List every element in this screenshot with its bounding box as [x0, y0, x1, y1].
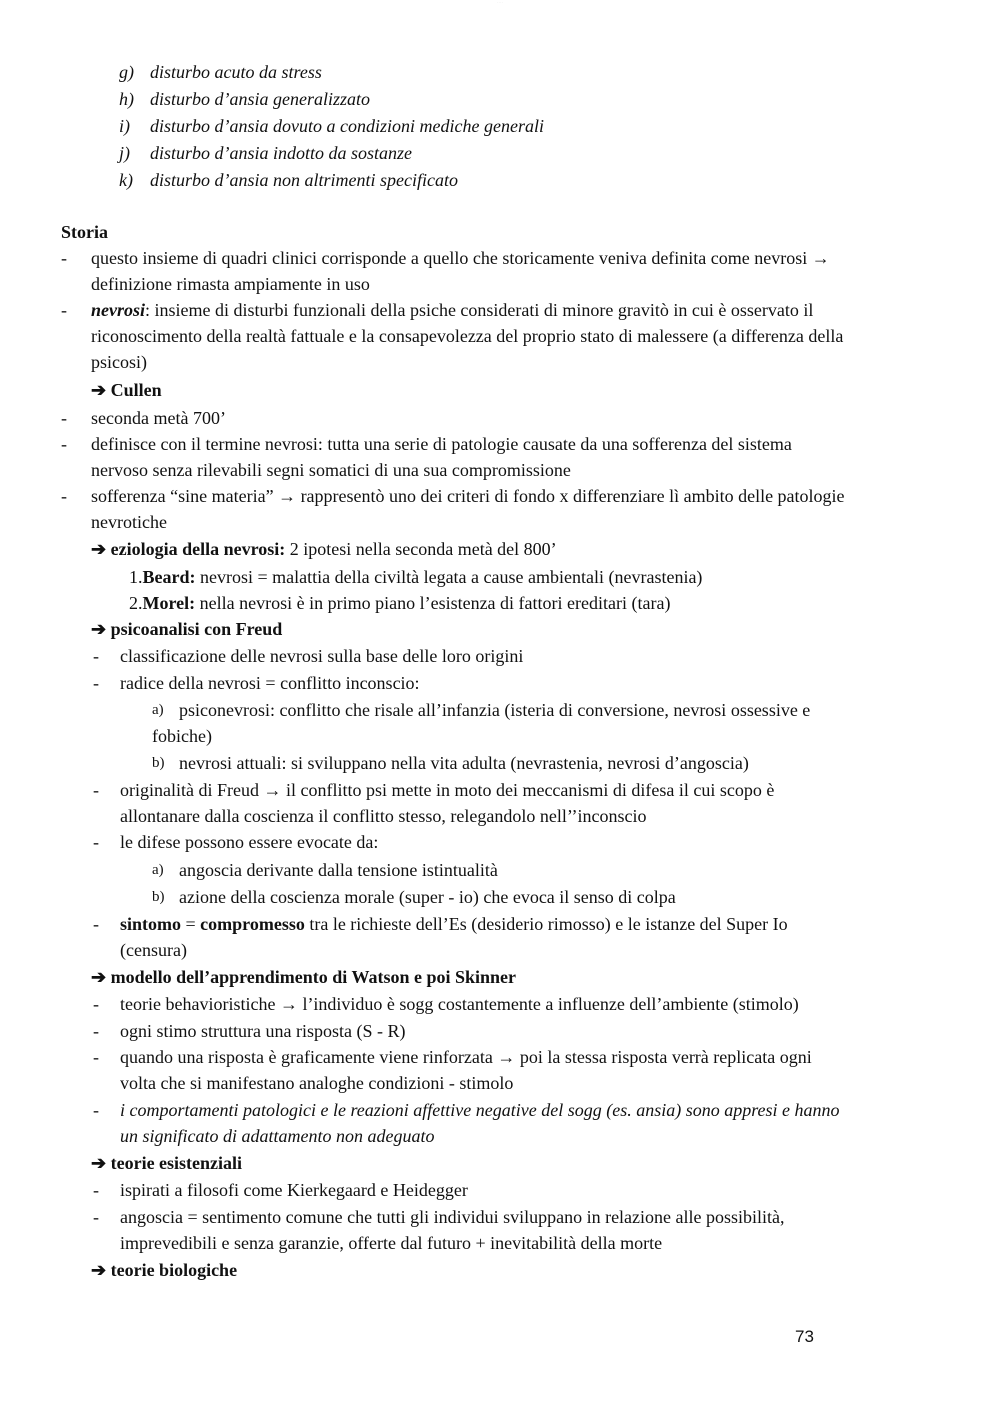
paragraph-line: radice della nevrosi = conflitto inconscio: [120, 673, 420, 693]
term-sintomo: sintomo [120, 914, 182, 934]
paragraph-line: le difese possono essere evocate da: [120, 832, 379, 852]
list-marker: j) [119, 143, 130, 163]
list-item: disturbo d’ansia dovuto a condizioni mediche generali [150, 116, 544, 136]
term-compromesso: compromesso [200, 914, 305, 934]
subheading-text: Cullen [110, 380, 162, 400]
bullet-dash: - [61, 434, 67, 454]
bullet-dash: - [61, 486, 67, 506]
subheading-eziologia [91, 536, 557, 562]
list-marker: g) [119, 62, 134, 82]
section-heading: Storia [61, 222, 108, 242]
text-span: teorie behavioristiche [120, 994, 276, 1014]
text-span: originalità di Freud [120, 780, 259, 800]
page-number: 73 [795, 1327, 814, 1346]
heavy-arrow-icon: ➔ [91, 380, 107, 400]
paragraph-line: nevrosi attuali: si sviluppano nella vita adulta (nevrastenia, nevrosi d’angoscia) [179, 753, 749, 773]
author-name: Morel: [142, 593, 196, 613]
list-item: disturbo d’ansia generalizzato [150, 89, 371, 109]
paragraph-line: nevrotiche [91, 512, 167, 532]
subheading-esistenziali [91, 1150, 242, 1176]
paragraph-line: volta che si manifestano analoghe condizioni - stimolo [120, 1073, 514, 1093]
bullet-dash: - [93, 1180, 99, 1200]
paragraph-line [91, 297, 813, 323]
paragraph-line [120, 777, 774, 803]
text-span: l’individuo è sogg costantemente a influenze dell’ambiente (stimolo) [302, 994, 799, 1014]
arrow-icon: → [279, 994, 298, 1014]
bullet-dash: - [93, 1047, 99, 1067]
list-item: disturbo acuto da stress [150, 62, 322, 82]
paragraph-line: imprevedibili e senza garanzie, offerte dal futuro + inevitabilità della morte [120, 1233, 663, 1253]
paragraph-line [91, 245, 830, 271]
paragraph-line: (censura) [120, 940, 187, 960]
arrow-icon: → [811, 248, 830, 268]
paragraph-line: angoscia derivante dalla tensione istintualità [179, 860, 498, 880]
arrow-icon: → [497, 1047, 516, 1067]
paragraph-line: un significato di adattamento non adeguato [120, 1126, 435, 1146]
text-span: il conflitto psi mette in moto dei meccanismi di difesa il cui scopo è [285, 780, 775, 800]
subheading-text: modello dell’apprendimento di Watson e poi Skinner [110, 967, 516, 987]
heavy-arrow-icon: ➔ [91, 1153, 107, 1173]
author-name: Beard: [142, 567, 196, 587]
subheading-text: eziologia della nevrosi: [110, 539, 286, 559]
list-item: disturbo d’ansia non altrimenti specificato [150, 170, 458, 190]
arrow-icon: → [263, 780, 282, 800]
text-span: sofferenza “sine materia” [91, 486, 274, 506]
bullet-dash: - [93, 673, 99, 693]
paragraph-line: classificazione delle nevrosi sulla base delle loro origini [120, 646, 524, 666]
list-marker: b) [152, 889, 165, 905]
list-marker: a) [152, 702, 164, 718]
paragraph-line: azione della coscienza morale (super - io) che evoca il senso di colpa [179, 887, 676, 907]
text-span: poi la stessa risposta verrà replicata ogni [519, 1047, 812, 1067]
numbered-item [129, 590, 670, 616]
subheading-text: psicoanalisi con Freud [110, 619, 283, 639]
bullet-dash: - [61, 300, 67, 320]
paragraph-line [120, 1044, 812, 1070]
paragraph-line: ogni stimo struttura una risposta (S - R) [120, 1021, 406, 1041]
text-span: nella nevrosi è in primo piano l’esistenza di fattori ereditari (tara) [195, 593, 671, 613]
paragraph-line: definizione rimasta ampiamente in uso [91, 274, 370, 294]
item-number: 1. [129, 567, 143, 587]
paragraph-line: riconoscimento della realtà fattuale e la consapevolezza del proprio stato di malessere (a differenza della [91, 326, 844, 346]
paragraph-line: seconda metà 700’ [91, 408, 226, 428]
list-marker: k) [119, 170, 133, 190]
paragraph-line: psiconevrosi: conflitto che risale all’infanzia (isteria di conversione, nevrosi ossessive e [179, 700, 811, 720]
paragraph-line: i comportamenti patologici e le reazioni affettive negative del sogg (es. ansia) sono appresi e hanno [120, 1100, 840, 1120]
subheading-cullen [91, 377, 162, 403]
heavy-arrow-icon: ➔ [91, 967, 107, 987]
list-marker: h) [119, 89, 134, 109]
subheading-biologiche [91, 1257, 237, 1283]
page-header-mark: · · · · [496, 0, 504, 4]
paragraph-line [91, 483, 845, 509]
subheading-freud [91, 616, 282, 642]
term-nevrosi: nevrosi [91, 300, 145, 320]
list-item: disturbo d’ansia indotto da sostanze [150, 143, 413, 163]
paragraph-line: fobiche) [152, 726, 212, 746]
subheading-text: teorie biologiche [110, 1260, 238, 1280]
text-span: questo insieme di quadri clinici corrisponde a quello che storicamente veniva definita come nevrosi [91, 248, 808, 268]
text-span: tra le richieste dell’Es (desiderio rimosso) e le istanze del Super Io [304, 914, 788, 934]
paragraph-line [120, 911, 788, 937]
numbered-item [129, 564, 702, 590]
subheading-watson [91, 964, 516, 990]
bullet-dash: - [93, 646, 99, 666]
paragraph-line: allontanare dalla coscienza il conflitto stesso, relegandolo nell’’inconscio [120, 806, 647, 826]
paragraph-line: angoscia = sentimento comune che tutti gli individui sviluppano in relazione alle possibilità, [120, 1207, 785, 1227]
list-marker: b) [152, 755, 165, 771]
subheading-text: teorie esistenziali [110, 1153, 243, 1173]
heavy-arrow-icon: ➔ [91, 619, 107, 639]
list-marker: a) [152, 862, 164, 878]
bullet-dash: - [93, 832, 99, 852]
paragraph-line [120, 991, 799, 1017]
text-span: : insieme di disturbi funzionali della psiche considerati di minore gravitò in cui è osservato il [145, 300, 814, 320]
paragraph-line: definisce con il termine nevrosi: tutta una serie di patologie causate da una sofferenza del sistema [91, 434, 792, 454]
bullet-dash: - [61, 408, 67, 428]
text-span: = [181, 914, 201, 934]
bullet-dash: - [93, 1100, 99, 1120]
bullet-dash: - [93, 1207, 99, 1227]
list-marker: i) [119, 116, 130, 136]
heavy-arrow-icon: ➔ [91, 539, 107, 559]
heavy-arrow-icon: ➔ [91, 1260, 107, 1280]
text-span: 2 ipotesi nella seconda metà del 800’ [285, 539, 557, 559]
bullet-dash: - [93, 994, 99, 1014]
item-number: 2. [129, 593, 143, 613]
text-span: quando una risposta è graficamente viene rinforzata [120, 1047, 493, 1067]
paragraph-line: psicosi) [91, 352, 147, 372]
paragraph-line: nervoso senza rilevabili segni somatici di una sua compromissione [91, 460, 571, 480]
bullet-dash: - [93, 1021, 99, 1041]
text-span: rappresentò uno dei criteri di fondo x differenziare lì ambito delle patologie [300, 486, 845, 506]
bullet-dash: - [61, 248, 67, 268]
arrow-icon: → [278, 486, 297, 506]
bullet-dash: - [93, 914, 99, 934]
text-span: nevrosi = malattia della civiltà legata a cause ambientali (nevrastenia) [195, 567, 703, 587]
bullet-dash: - [93, 780, 99, 800]
paragraph-line: ispirati a filosofi come Kierkegaard e Heidegger [120, 1180, 468, 1200]
